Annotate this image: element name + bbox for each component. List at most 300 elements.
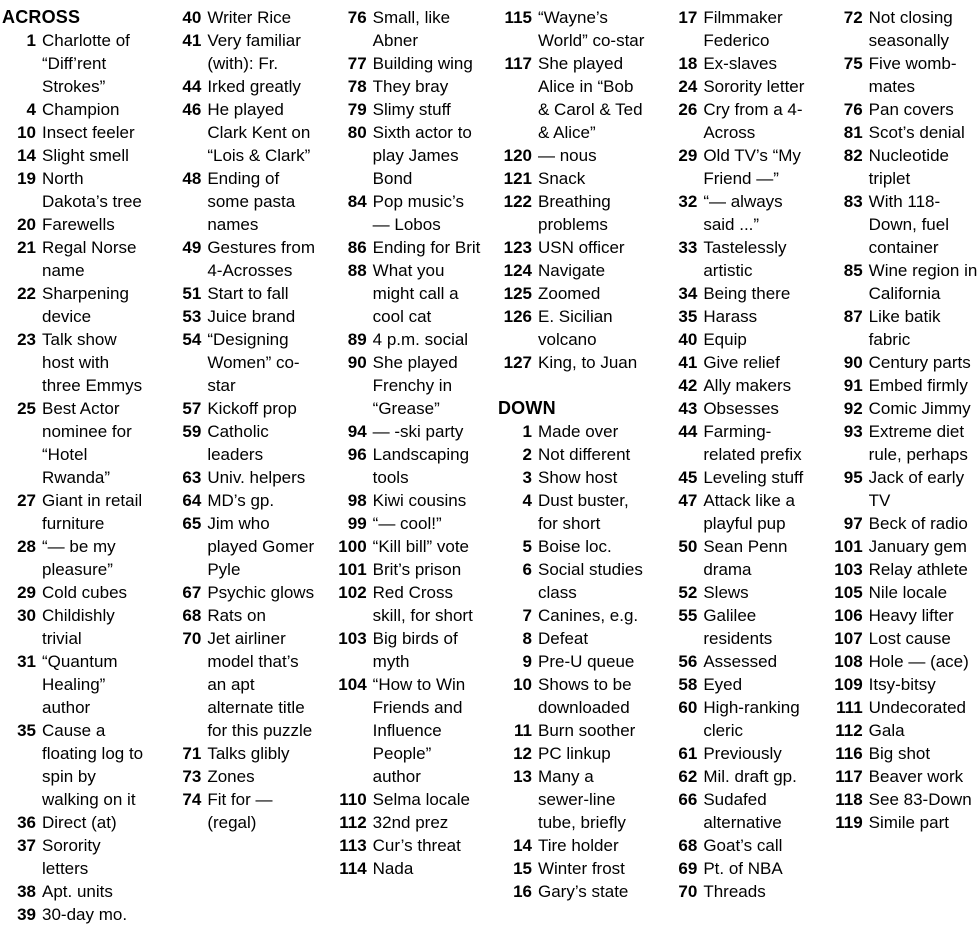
clue-number: 111 [836, 698, 863, 717]
clue-number: 29 [678, 146, 698, 165]
clue-column [498, 6, 647, 929]
clue-number: 115 [504, 8, 532, 27]
clue-number: 48 [182, 169, 202, 188]
clue-text: Show host [537, 468, 618, 487]
clue-item [498, 351, 647, 374]
clue-item [167, 328, 316, 397]
clue-text: Gestures from 4-Acrosses [207, 238, 316, 280]
clue-item [333, 489, 482, 512]
clue-text: Pt. of NBA [703, 859, 783, 878]
clue-item [498, 604, 647, 627]
clue-number: 99 [347, 514, 367, 533]
clue-number: 29 [17, 583, 36, 602]
clue-text: Big shot [868, 744, 931, 763]
clue-item [829, 420, 978, 466]
clue-item [2, 328, 151, 397]
clue-text: Filmmaker Federico [703, 8, 783, 50]
clue-text: — nous [537, 146, 597, 165]
clue-item [333, 673, 482, 788]
clue-number: 102 [338, 583, 367, 602]
clue-number: 60 [678, 698, 698, 717]
clue-number: 53 [182, 307, 202, 326]
clue-item [2, 489, 151, 535]
clue-number: 121 [503, 169, 532, 188]
clue-number: 79 [347, 100, 367, 119]
clue-number: 89 [347, 330, 367, 349]
clue-item [663, 857, 812, 880]
clue-column [2, 6, 151, 929]
clue-number: 101 [338, 560, 367, 579]
clue-item [663, 98, 812, 144]
clue-text: Cause a floating log to spin by walking on it [42, 721, 144, 809]
clue-item [829, 512, 978, 535]
clue-number: 101 [834, 537, 863, 556]
clue-text: Sudafed alternative [703, 790, 782, 832]
clue-item [829, 351, 978, 374]
clue-number: 58 [678, 675, 698, 694]
clue-text: Relay athlete [868, 560, 968, 579]
clue-text: “Designing Women” co-star [207, 330, 300, 395]
clue-number: 41 [182, 31, 202, 50]
clue-item [2, 282, 151, 328]
clue-text: 4 p.m. social [372, 330, 469, 349]
clue-item [663, 190, 812, 236]
clue-text: Slimy stuff [372, 100, 451, 119]
clue-item [663, 834, 812, 857]
clue-number: 113 [339, 836, 367, 855]
clue-number: 61 [678, 744, 698, 763]
clue-item [167, 489, 316, 512]
clue-text: Jet airliner model that’s an apt alternate title for this puzzle [207, 629, 313, 740]
clue-number: 49 [182, 238, 202, 257]
clue-number: 54 [182, 330, 202, 349]
clue-number: 1 [522, 422, 532, 441]
clue-text: Apt. units [42, 882, 113, 901]
clue-item [829, 581, 978, 604]
clue-number: 22 [17, 284, 36, 303]
clue-number: 50 [678, 537, 698, 556]
clue-text: Sorority letter [703, 77, 805, 96]
clue-number: 66 [678, 790, 698, 809]
clue-number: 69 [678, 859, 698, 878]
clue-number: 10 [513, 675, 532, 694]
clue-item [333, 558, 482, 581]
clue-number: 14 [17, 146, 36, 165]
clue-item [663, 282, 812, 305]
clue-number: 65 [182, 514, 202, 533]
clue-number: 17 [678, 8, 698, 27]
clue-item [498, 259, 647, 282]
clue-text: Nada [372, 859, 414, 878]
clue-item [167, 75, 316, 98]
clue-item [498, 466, 647, 489]
clue-item [829, 6, 978, 52]
clue-number: 90 [347, 353, 367, 372]
clue-number: 6 [522, 560, 532, 579]
clue-item [498, 857, 647, 880]
clue-item [2, 98, 151, 121]
clue-text: Navigate [537, 261, 606, 280]
clue-number: 47 [678, 491, 698, 510]
clue-text: Social studies class [537, 560, 643, 602]
clue-text: Attack like a playful pup [703, 491, 795, 533]
clue-item [2, 121, 151, 144]
clue-item [663, 581, 812, 604]
clue-number: 4 [26, 100, 36, 119]
clue-item [498, 719, 647, 742]
clue-number: 12 [513, 744, 532, 763]
clue-text: Burn soother [537, 721, 636, 740]
clue-item [829, 466, 978, 512]
clue-text: She played Alice in “Bob & Carol & Ted & Alice” [537, 54, 643, 142]
clue-text: Slight smell [42, 146, 129, 165]
clue-item [333, 857, 482, 880]
clue-number: 126 [503, 307, 532, 326]
clue-text: With 118-Down, fuel container [868, 192, 949, 257]
clue-number: 116 [835, 744, 863, 763]
clue-text: MD’s gp. [207, 491, 275, 510]
clue-text: Small, like Abner [372, 8, 451, 50]
clue-text: Harass [703, 307, 758, 326]
clue-number: 57 [182, 399, 202, 418]
clue-item [167, 282, 316, 305]
clue-item [498, 765, 647, 834]
clue-text: Childishly trivial [42, 606, 115, 648]
clue-text: Writer Rice [207, 8, 292, 27]
clue-text: Giant in retail furniture [42, 491, 143, 533]
clue-item [829, 397, 978, 420]
clue-text: Insect feeler [42, 123, 135, 142]
clue-number: 18 [678, 54, 698, 73]
clue-text: Snack [537, 169, 586, 188]
clue-item [2, 144, 151, 167]
clue-text: Big birds of myth [372, 629, 458, 671]
clue-number: 127 [503, 353, 532, 372]
clue-item [167, 420, 316, 466]
clue-text: Red Cross skill, for short [372, 583, 473, 625]
clue-number: 67 [182, 583, 202, 602]
clue-text: Embed firmly [868, 376, 968, 395]
clue-item [663, 52, 812, 75]
clue-text: Zoomed [537, 284, 601, 303]
clue-number: 45 [678, 468, 698, 487]
clue-item [167, 627, 316, 742]
clue-text: Many a sewer-line tube, briefly [537, 767, 626, 832]
clue-item [663, 397, 812, 420]
clue-number: 32 [678, 192, 698, 211]
clue-text: North Dakota’s tree [42, 169, 142, 211]
clue-text: Sharpening device [42, 284, 129, 326]
clue-item [498, 535, 647, 558]
clue-text: “— always said ...” [703, 192, 783, 234]
clue-number: 64 [182, 491, 202, 510]
clue-item [2, 167, 151, 213]
clue-item [333, 328, 482, 351]
clue-number: 88 [347, 261, 367, 280]
clue-item [498, 443, 647, 466]
clue-item [167, 305, 316, 328]
clue-number: 108 [834, 652, 863, 671]
clue-number: 27 [17, 491, 36, 510]
clue-number: 84 [347, 192, 367, 211]
clue-number: 96 [347, 445, 367, 464]
clue-text: Eyed [703, 675, 743, 694]
clue-item [498, 558, 647, 604]
clue-item [167, 6, 316, 29]
clue-text: Equip [703, 330, 747, 349]
clue-text: Very familiar (with): Fr. [207, 31, 301, 73]
clue-item [663, 880, 812, 903]
clue-number: 15 [513, 859, 532, 878]
clue-text: Lost cause [868, 629, 951, 648]
clue-item [829, 788, 978, 811]
clue-text: Best Actor nominee for “Hotel Rwanda” [42, 399, 132, 487]
clue-text: Heavy lifter [868, 606, 954, 625]
clue-number: 62 [678, 767, 698, 786]
clue-text: Obsesses [703, 399, 779, 418]
clue-text: Goat’s call [703, 836, 783, 855]
clue-number: 2 [522, 445, 532, 464]
clue-text: Sean Penn drama [703, 537, 788, 579]
clue-text: Pan covers [868, 100, 954, 119]
clue-text: Give relief [703, 353, 780, 372]
clue-number: 98 [347, 491, 367, 510]
clue-text: Building wing [372, 54, 473, 73]
clue-text: Ex-slaves [703, 54, 778, 73]
clue-item [333, 190, 482, 236]
clue-number: 35 [17, 721, 36, 740]
clue-text: Jim who played Gomer Pyle [207, 514, 315, 579]
clue-text: Ally makers [703, 376, 792, 395]
clue-number: 92 [843, 399, 863, 418]
clue-number: 125 [503, 284, 532, 303]
clue-text: Winter frost [537, 859, 625, 878]
clue-text: “Wayne’s World” co-star [537, 8, 645, 50]
clue-text: Breathing problems [537, 192, 611, 234]
clue-number: 13 [513, 767, 532, 786]
clue-number: 51 [182, 284, 202, 303]
clue-number: 105 [834, 583, 863, 602]
clue-item [829, 719, 978, 742]
clue-item [333, 834, 482, 857]
clue-text: Ending for Brit [372, 238, 481, 257]
clue-item [663, 305, 812, 328]
clue-text: Old TV’s “My Friend —” [703, 146, 801, 188]
clue-item [663, 696, 812, 742]
clue-number: 8 [522, 629, 532, 648]
clue-number: 76 [347, 8, 367, 27]
clue-number: 103 [834, 560, 863, 579]
clue-item [167, 29, 316, 75]
clue-item [498, 880, 647, 903]
clue-text: Gary’s state [537, 882, 629, 901]
clue-item [2, 719, 151, 811]
clue-item [498, 144, 647, 167]
clue-text: Wine region in California [868, 261, 978, 303]
clue-item [2, 880, 151, 903]
clue-text: Beck of radio [868, 514, 968, 533]
clue-number: 5 [522, 537, 532, 556]
clue-item [2, 834, 151, 880]
clue-text: Cry from a 4-Across [703, 100, 803, 142]
clue-item [167, 236, 316, 282]
clue-text: Tastelessly artistic [703, 238, 787, 280]
clue-item [498, 282, 647, 305]
clue-item [2, 811, 151, 834]
clue-text: Univ. helpers [207, 468, 306, 487]
clue-number: 68 [182, 606, 202, 625]
clue-item [333, 535, 482, 558]
clue-item [498, 742, 647, 765]
clue-item [829, 765, 978, 788]
clue-item [663, 650, 812, 673]
clue-column [333, 6, 482, 929]
clue-number: 44 [182, 77, 202, 96]
clue-number: 38 [17, 882, 36, 901]
clue-text: Scot’s denial [868, 123, 965, 142]
clue-text: Cold cubes [42, 583, 128, 602]
clue-number: 103 [338, 629, 367, 648]
clue-number: 112 [835, 721, 863, 740]
clue-number: 28 [17, 537, 36, 556]
clue-text: Extreme diet rule, perhaps [868, 422, 968, 464]
clue-number: 93 [843, 422, 863, 441]
clue-number: 70 [182, 629, 202, 648]
clue-text: Nucleotide triplet [868, 146, 949, 188]
clue-column [829, 6, 978, 929]
clue-text: Slews [703, 583, 749, 602]
clue-text: Nile locale [868, 583, 948, 602]
clue-number: 25 [17, 399, 36, 418]
clue-text: Mil. draft gp. [703, 767, 797, 786]
clue-text: Five womb-mates [868, 54, 957, 96]
clue-text: Selma locale [372, 790, 470, 809]
clue-text: “— cool!” [372, 514, 442, 533]
clue-item [2, 650, 151, 719]
clue-item [498, 489, 647, 535]
clue-number: 75 [843, 54, 863, 73]
clue-item [333, 259, 482, 328]
clue-text: Being there [703, 284, 791, 303]
clue-number: 19 [17, 169, 36, 188]
clue-number: 11 [514, 721, 532, 740]
clue-text: Charlotte of “Diff’rent Strokes” [42, 31, 130, 96]
clue-item [2, 604, 151, 650]
clue-item [498, 420, 647, 443]
clue-item [167, 466, 316, 489]
clue-text: Cur’s threat [372, 836, 461, 855]
clue-number: 104 [338, 675, 367, 694]
clue-text: “How to Win Friends and Influence People” author [372, 675, 466, 786]
clue-number: 90 [843, 353, 863, 372]
clue-text: Boise loc. [537, 537, 612, 556]
clue-number: 36 [17, 813, 36, 832]
clue-text: Brit’s prison [372, 560, 462, 579]
clue-number: 4 [522, 491, 532, 510]
clue-item [663, 351, 812, 374]
clue-item [663, 788, 812, 834]
clue-item [333, 627, 482, 673]
clue-text: Pop music’s — Lobos [372, 192, 464, 234]
clue-text: E. Sicilian volcano [537, 307, 613, 349]
clue-text: Champion [42, 100, 120, 119]
clue-item [829, 627, 978, 650]
clue-number: 44 [678, 422, 698, 441]
clue-item [829, 190, 978, 259]
clue-text: Galilee residents [703, 606, 773, 648]
clue-text: Simile part [868, 813, 949, 832]
clue-number: 34 [678, 284, 698, 303]
clue-item [333, 121, 482, 190]
clue-number: 82 [843, 146, 863, 165]
clue-number: 112 [339, 813, 367, 832]
clue-item [2, 213, 151, 236]
clue-item [2, 903, 151, 926]
clue-number: 30 [17, 606, 36, 625]
clue-number: 95 [843, 468, 863, 487]
clue-text: See 83-Down [868, 790, 972, 809]
clue-number: 117 [835, 767, 863, 786]
clue-number: 39 [17, 905, 36, 924]
clue-number: 123 [503, 238, 532, 257]
clue-number: 52 [678, 583, 698, 602]
clue-item [333, 52, 482, 75]
clue-number: 31 [17, 652, 36, 671]
clue-column [663, 6, 812, 929]
clue-item [829, 121, 978, 144]
clue-text: “— be my pleasure” [42, 537, 116, 579]
clue-text: 30-day mo. [42, 905, 128, 924]
clue-number: 9 [522, 652, 532, 671]
clue-number: 37 [17, 836, 36, 855]
clue-text: Previously [703, 744, 782, 763]
clue-number: 122 [503, 192, 532, 211]
clue-number: 118 [835, 790, 863, 809]
clue-number: 117 [504, 54, 532, 73]
clue-text: Farming-related prefix [703, 422, 802, 464]
clue-text: PC linkup [537, 744, 611, 763]
clue-text: Gala [868, 721, 905, 740]
clue-text: What you might call a cool cat [372, 261, 459, 326]
clue-text: Talks glibly [207, 744, 290, 763]
clue-column [167, 6, 316, 929]
clue-number: 41 [678, 353, 698, 372]
clue-number: 63 [182, 468, 202, 487]
clue-text: Leveling stuff [703, 468, 804, 487]
clue-item [498, 627, 647, 650]
clue-text: Psychic glows [207, 583, 315, 602]
clue-number: 91 [843, 376, 863, 395]
clue-text: Juice brand [207, 307, 296, 326]
clue-number: 70 [678, 882, 698, 901]
clue-text: 32nd prez [372, 813, 449, 832]
clue-number: 1 [26, 31, 36, 50]
clue-number: 14 [513, 836, 532, 855]
clue-item [167, 397, 316, 420]
clue-text: Direct (at) [42, 813, 117, 832]
clue-number: 97 [843, 514, 863, 533]
clue-number: 77 [347, 54, 367, 73]
clue-item [167, 581, 316, 604]
clue-item [2, 535, 151, 581]
clue-item [498, 236, 647, 259]
clue-item [663, 466, 812, 489]
clue-item [333, 443, 482, 489]
clue-text: Farewells [42, 215, 115, 234]
clue-item [663, 535, 812, 581]
clue-item [333, 75, 482, 98]
clue-item [498, 305, 647, 351]
